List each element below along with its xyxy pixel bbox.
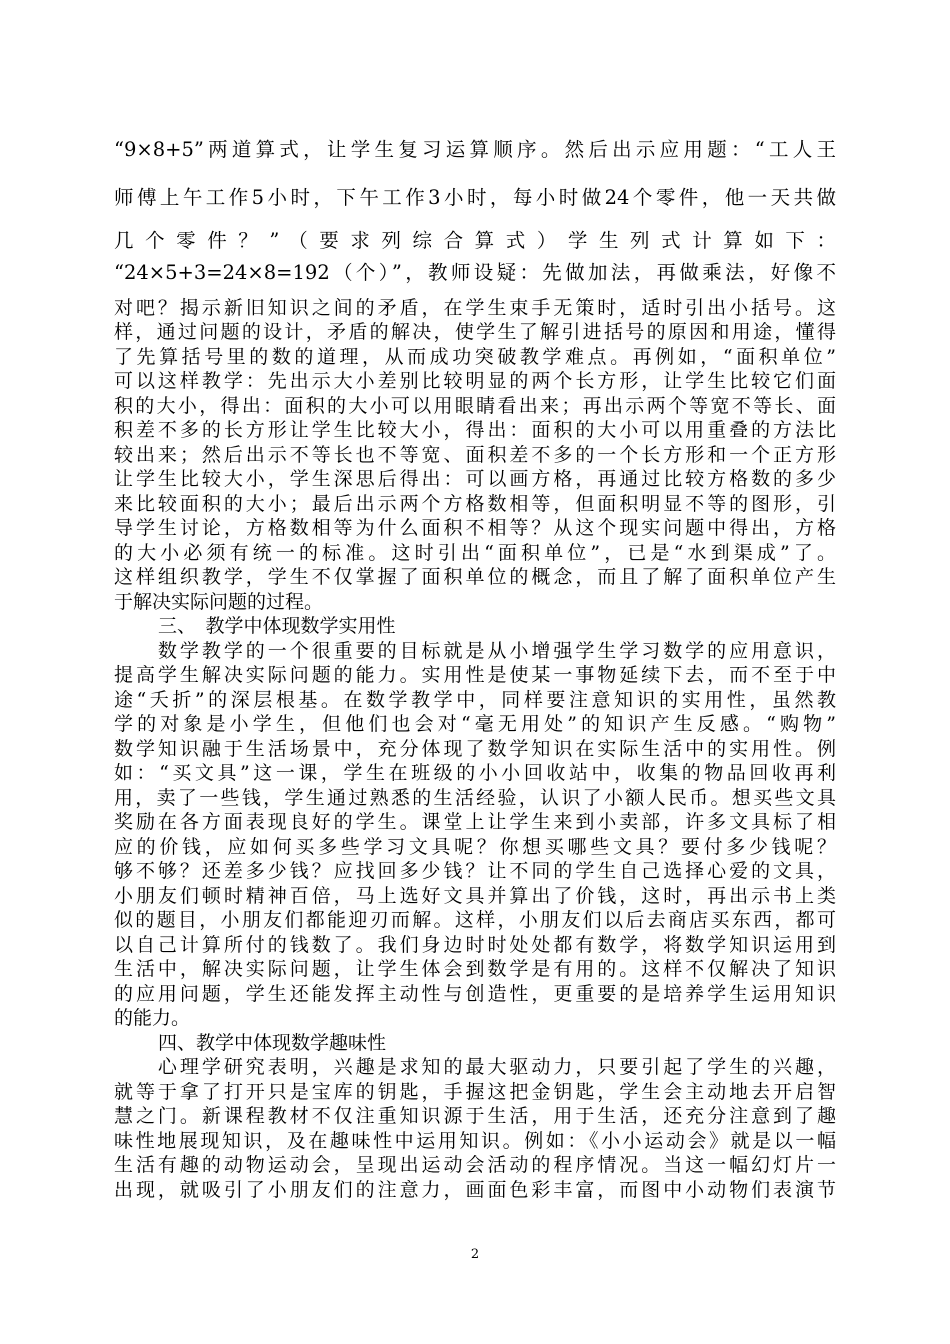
text-line: 慧之门。新课程教材不仅注重知识源于生活，用于生活，还充分注意到了趣 [114, 1105, 836, 1127]
text-line: 提高学生解决实际问题的能力。实用性是使某一事物延续下去，而不至于中 [114, 664, 836, 686]
text-line: “9×8+5”两道算式，让学生复习运算顺序。然后出示应用题：“工人王 [114, 138, 836, 161]
text-line: 似的题目，小朋友们都能迎刃而解。这样，小朋友们以后去商店买东西，都可 [114, 909, 836, 931]
text-line: 学的对象是小学生，但他们也会对“毫无用处”的知识产生反感。“购物” [114, 713, 836, 735]
text-line: 就等于拿了打开只是宝库的钥匙，手握这把金钥匙，学生会主动地去开启智 [114, 1081, 836, 1103]
text-line: 味性地展现知识，及在趣味性中运用知识。例如：《小小运动会》就是以一幅 [114, 1130, 836, 1152]
text-line: 以自己计算所付的钱数了。我们身边时时处处都有数学，将数学知识运用到 [114, 934, 836, 956]
text-line: 导学生讨论，方格数相等为什么面积不相等？从这个现实问题中得出，方格 [114, 517, 836, 539]
text-line: 如：“买文具”这一课，学生在班级的小小回收站中，收集的物品回收再利 [114, 762, 836, 784]
text-line: 的应用问题，学生还能发挥主动性与创造性，更重要的是培养学生运用知识 [114, 983, 836, 1005]
text-line: 对吧？揭示新旧知识之间的矛盾，在学生束手无策时，适时引出小括号。这 [114, 297, 836, 319]
text-line: 了先算括号里的数的道理，从而成功突破教学难点。再例如，“面积单位” [114, 346, 836, 368]
text-line: 数学教学的一个很重要的目标就是从小增强学生学习数学的应用意识， [114, 640, 836, 662]
text-line: 可以这样教学：先出示大小差别比较明显的两个长方形，让学生比较它们面 [114, 370, 836, 392]
text-line: 应的价钱，应如何买多些学习文具呢？你想买哪些文具？要付多少钱呢？ [114, 836, 836, 858]
text-line: 几 个 零 件 ？ ” （ 要 求 列 综 合 算 式 ） 学 生 列 式 计 算 如 下 ： [114, 229, 836, 252]
text-line: 积的大小，得出：面积的大小可以用眼睛看出来；再出示两个等宽不等长、面 [114, 395, 836, 417]
text-line: 的能力。 [114, 1007, 191, 1029]
text-line: 小朋友们顿时精神百倍，马上选好文具并算出了价钱，这时，再出示书上类 [114, 885, 836, 907]
text-line: 师傅上午工作5小时，下午工作3小时，每小时做24个零件，他一天共做 [114, 186, 836, 209]
text-line: 途“夭折”的深层根基。在数学教学中，同样要注意知识的实用性，虽然教 [114, 689, 836, 711]
text-line: 够不够？还差多少钱？应找回多少钱？让不同的学生自己选择心爱的文具， [114, 860, 836, 882]
text-line: 让学生比较大小，学生深思后得出：可以画方格，再通过比较方格数的多少 [114, 468, 836, 490]
text-line: 这样组织教学，学生不仅掌握了面积单位的概念，而且了解了面积单位产生 [114, 566, 836, 588]
text-line: 数学知识融于生活场景中，充分体现了数学知识在实际生活中的实用性。例 [114, 738, 836, 760]
text-line: 生活有趣的动物运动会，呈现出运动会活动的程序情况。当这一幅幻灯片一 [114, 1154, 836, 1176]
text-line: “24×5+3=24×8=192（个）”，教师设疑：先做加法，再做乘法，好像不 [114, 261, 836, 284]
text-line: 生活中，解决实际问题，让学生体会到数学是有用的。这样不仅解决了知识 [114, 958, 836, 980]
text-line: 用，卖了一些钱，学生通过熟悉的生活经验，认识了小额人民币。想买些文具 [114, 787, 836, 809]
page-number: 2 [470, 1247, 480, 1262]
text-line: 心理学研究表明，兴趣是求知的最大驱动力，只要引起了学生的兴趣， [114, 1056, 836, 1078]
text-line: 出现，就吸引了小朋友们的注意力，画面色彩丰富，而图中小动物们表演节 [114, 1179, 836, 1201]
text-line: 较出来；然后出示不等长也不等宽、面积差不多的一个长方形和一个正方形 [114, 444, 836, 466]
text-line: 于解决实际问题的过程。 [114, 591, 324, 613]
text-line: 来比较面积的大小；最后出示两个方格数相等，但面积明显不等的图形，引 [114, 493, 836, 515]
section-heading: 四、教学中体现数学趣味性 [158, 1032, 387, 1054]
text-line: 样，通过问题的设计，矛盾的解决，使学生了解引进括号的原因和用途，懂得 [114, 321, 836, 343]
text-line: 奖励在各方面表现良好的学生。课堂上让学生来到小卖部，许多文具标了相 [114, 811, 836, 833]
text-line: 积差不多的长方形让学生比较大小，得出：面积的大小可以用重叠的方法比 [114, 419, 836, 441]
text-line: 的大小必须有统一的标准。这时引出“面积单位”，已是“水到渠成”了。 [114, 542, 836, 564]
section-heading: 三、 教学中体现数学实用性 [158, 615, 396, 637]
